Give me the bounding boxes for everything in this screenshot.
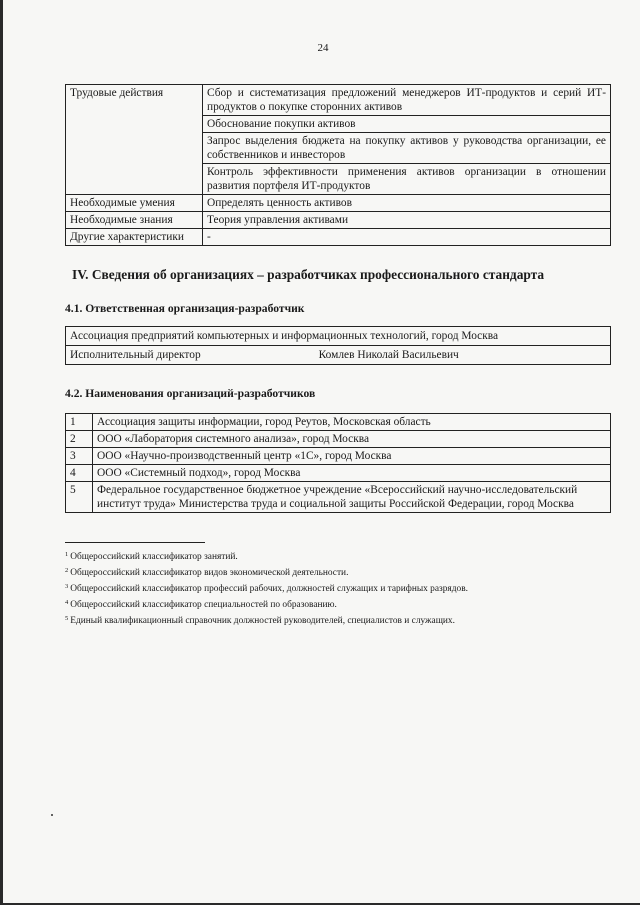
table-row [66,229,611,246]
footnote-number: 4 [65,599,69,606]
row-label: Другие характеристики [66,229,203,246]
row-number: 3 [66,448,93,465]
other-cell: - [203,229,611,246]
subsection-heading-developers: 4.2. Наименования организаций-разработчиков [65,387,316,400]
position-label: Исполнительный директор [70,349,201,361]
table-row [66,465,611,482]
table-row [66,414,611,431]
footnote [65,596,605,612]
director-cell [66,346,611,365]
row-number: 4 [66,465,93,482]
knowledge-cell: Теория управления активами [203,212,611,229]
footnote-number: 5 [65,615,69,622]
row-label: Необходимые знания [66,212,203,229]
responsible-organization-table [65,326,611,365]
organization-name: Ассоциация защиты информации, город Реутов, Московская область [93,414,611,431]
labor-action-cell: Контроль эффективности применения активов организации в отношении развития портфеля ИТ-продуктов [203,164,611,195]
footnote-number: 3 [65,583,69,590]
footnote-text: Общероссийский классификатор специальностей по образованию. [70,600,337,610]
organization-name: ООО «Научно-производственный центр «1С», город Москва [93,448,611,465]
section-heading: IV. Сведения об организациях – разработчиках профессионального стандарта [72,267,545,282]
labor-action-cell: Сбор и систематизация предложений менеджеров ИТ-продуктов и серий ИТ-продуктов о покупке сторонних активов [203,85,611,116]
table-row [66,482,611,513]
organization-name: ООО «Лаборатория системного анализа», город Москва [93,431,611,448]
footnote [65,580,605,596]
table-row [66,431,611,448]
footnote-text: Общероссийский классификатор занятий. [70,552,238,562]
table-row [66,85,611,116]
organization-name: Федеральное государственное бюджетное учреждение «Всероссийский научно-исследовательский институт труда» Министерства труда и социальной защиты Российской Федерации, город Москва [93,482,611,513]
labor-action-cell: Запрос выделения бюджета на покупку активов у руководства организации, ее собственников и инвесторов [203,133,611,164]
footnote [65,612,605,628]
developer-organizations-table [65,413,611,513]
table-row [66,346,611,365]
row-number: 2 [66,431,93,448]
footnote-text: Общероссийский классификатор профессий рабочих, должностей служащих и тарифных разрядов. [70,584,468,594]
footnote-divider [65,542,205,543]
row-label: Необходимые умения [66,195,203,212]
organization-name: ООО «Системный подход», город Москва [93,465,611,482]
page-number: 24 [317,42,329,54]
footnote [65,564,605,580]
table-row [66,212,611,229]
scan-speck [51,814,53,816]
table-row [66,195,611,212]
footnote-number: 2 [65,567,69,574]
labor-functions-table [65,84,611,246]
labor-action-cell: Обоснование покупки активов [203,116,611,133]
row-number: 1 [66,414,93,431]
person-name: Комлев Николай Васильевич [318,349,459,361]
row-label: Трудовые действия [66,85,203,195]
organization-name: Ассоциация предприятий компьютерных и информационных технологий, город Москва [66,327,611,346]
skill-cell: Определять ценность активов [203,195,611,212]
footnote-text: Единый квалификационный справочник должностей руководителей, специалистов и служащих. [70,616,455,626]
table-row [66,327,611,346]
subsection-heading-responsible: 4.1. Ответственная организация-разработчик [65,302,305,315]
table-row [66,448,611,465]
row-number: 5 [66,482,93,513]
footnote-text: Общероссийский классификатор видов экономической деятельности. [70,568,349,578]
footnote-number: 1 [65,551,69,558]
footnote [65,548,605,564]
footnotes [65,548,605,628]
